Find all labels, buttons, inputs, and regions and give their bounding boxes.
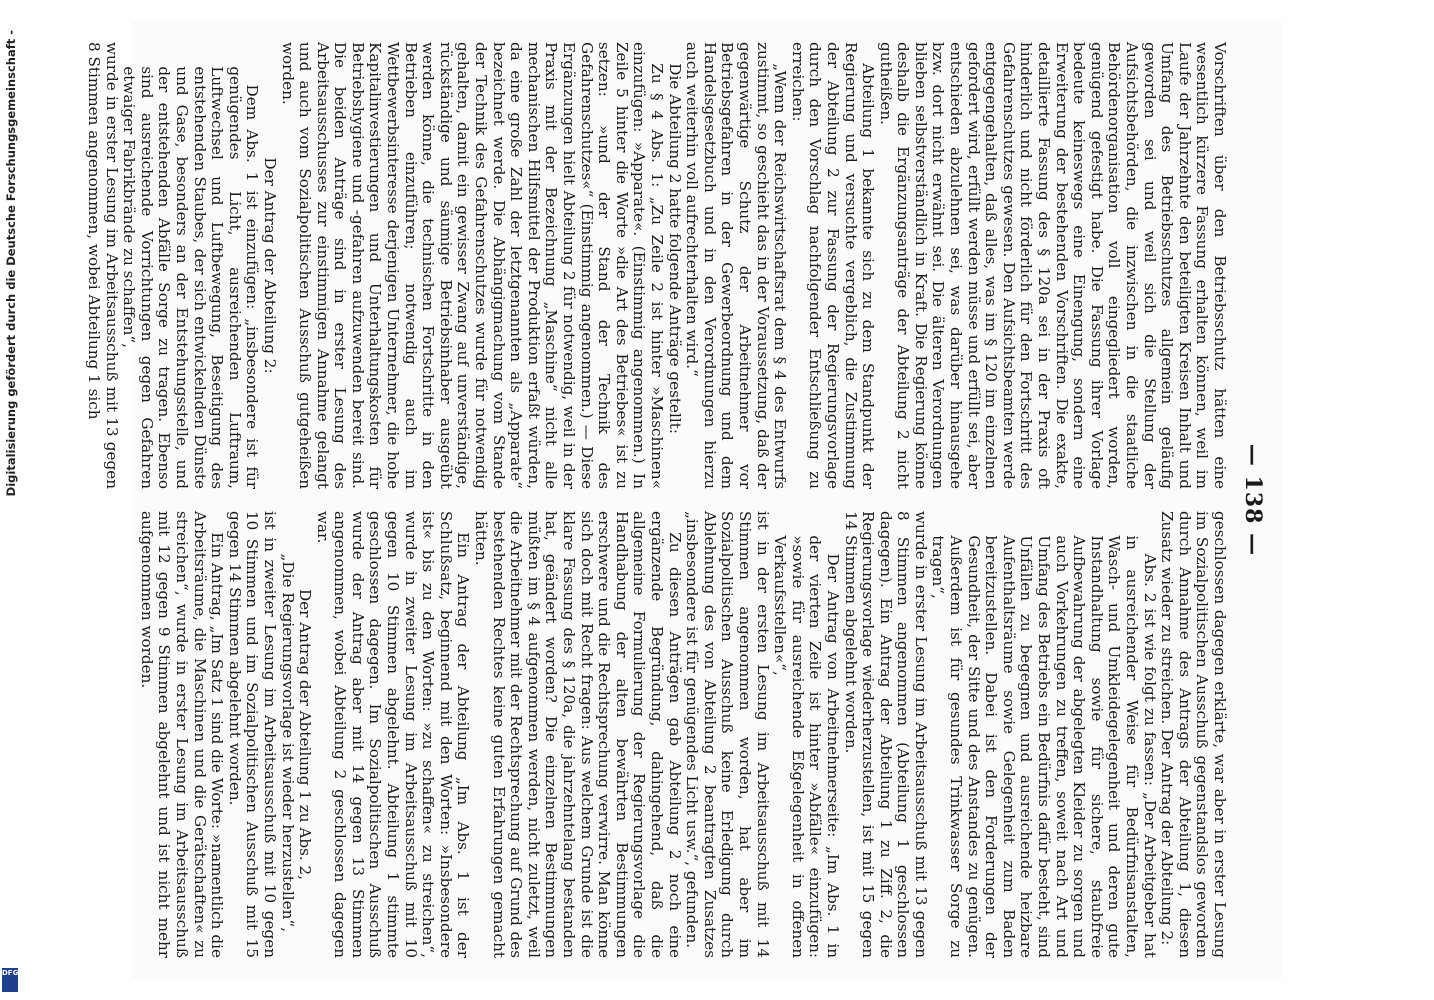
dfg-logo: DFG [2,968,18,992]
paragraph: Der Antrag der Abteilung 1 zu Abs. 2, [296,588,315,881]
right-column [137,511,1229,958]
paragraph: wurde in erster Lesung im Arbeitsausschuß mit 13 gegen 8 Stimmen angenommen, wobei Abteilung 1 sich [85,42,121,489]
paragraph: Zu diesen Anträgen gab Abteilung 2 noch eine ergänzende Begründung, dahingehend, daß die allgemeine Formulierung der Regierungsvorlage die Handhabung der alten bewährten Bestimmungen erschwere und die Rechtsprechung verwirre. Man könne sich doch mit Recht fragen: Aus welchem Grunde ist die klare Fassung des § 120a, die jahrzehntelang bestanden hat, geändert worden? Die einzelnen Bestimmungen müßten im § 4 aufgenommen werden, nicht zuletzt, weil die Arbeitnehmer mit der Rechtsprechung auf Grund des bestehenden Rechtes keine guten Erfahrungen gemacht hätten. [472,511,684,958]
left-column [85,42,1229,489]
paragraph: Der Antrag von Arbeitnehmerseite: „Im Abs. 1 in der vierten Zeile ist hinter »Abfälle« einzufügen: »sowie für ausreichende Eßgelegenheit in offenen Verkaufsstellen«“, [771,535,842,958]
paragraph: Vorschriften über den Betriebsschutz hätten eine wesentlich kürzere Fassung erhalten können, weil im Laufe der Jahrzehnte den beteiligten Kreisen Inhalt und Umfang des Betriebsschutzes allgemein geläufig geworden sei und weil sich die Stellung der Aufsichtsbehörden, die inzwischen in die staatliche Behördenorganisation voll eingegliedert worden, genügend gefestigt habe. Die Fassung ihrer Vorlage bedeute keineswegs eine Einengung, sondern eine Erweiterung der bestehenden Vorschriften. Die exakte, detaillierte Fassung des § 120a sei in der Praxis oft hinderlich und nicht förderlich für den Fortschritt des Gefahrenschutzes gewesen. Den Aufsichtsbeamten werde entgegengehalten, daß alles, was im § 120 im einzelnen gefordert wird, erfüllt werden müsse und erfüllt sei, aber entschieden abzulehnen sei, was darüber hinausgehe bzw. dort nicht erwähnt sei. Die älteren Verordnungen blieben selbstverständlich in Kraft. Die Regierung könne deshalb die Ergänzungsanträge der Abteilung 2 nicht gutheißen. [876,42,1229,489]
paragraph: Zu § 4 Abs. 1: „Zu Zeile 2 ist hinter »Maschinen« einzufügen: »Apparate«. (Einstimmig angenommen.) In Zeile 5 hinter die Worte »die Art des Betriebes« ist zu setzen: »und der Stand der Technik des Gefahrenschutzes«“ (Einstimmig angenommen.) — Diese Ergänzungen hielt Abteilung 2 für notwendig, weil in der Praxis mit der Bezeichnung „Maschine“ nicht alle mechanischen Hilfsmittel der Produktion erfaßt würden, da eine große Zahl der letztgenannten als „Apparate“ bezeichnet werde. Die Abhängigmachung vom Stande der Technik des Gefahrenschutzes wurde für notwendig gehalten, damit ein gewisser Zwang auf unverständige, rückständige und säumige Betriebsinhaber ausgeübt werden könne, die technischen Fortschritte in den Betrieben einzuführen; notwendig auch im Wettbewerbsinteresse derjenigen Unternehmer, die hohe Kapitalinvestierungen und Unterhaltungskosten für Betriebshygiene und -gefahren aufzuwenden bereit sind. Die beiden Anträge sind in erster Lesung des Arbeitsausschusses zur einstimmigen Annahme gelangt und auch vom Sozialpolitischen Ausschuß gutgeheißen worden. [278,42,666,489]
digitization-credit [0,0,22,1000]
paragraph: „Die Regierungsvorlage ist wieder herzustellen“, [278,553,297,933]
text-columns [85,42,1229,958]
scanned-page [85,20,1282,980]
paragraph: Der Antrag der Abteilung 2: [260,157,279,374]
paragraph: Dem Abs. 1 ist einzufügen: „insbesondere ist für genügendes Licht, ausreichenden Luftraum, Luftwechsel und Luftbewegung, Beseitigung des entstehenden Staubes, der sich entwickelnden Dünste und Gase, besonders an der Entstehungsstelle, und der entstehenden Abfälle Sorge zu tragen. Ebenso sind ausreichende Vorrichtungen gegen Gefahren etwaiger Fabrikbrände zu schaffen“, [120,66,262,489]
digitization-credit-text: Digitalisierung gefördert durch die Deutsche Forschungsgemeinschaft - [4,30,18,497]
paragraph: wurde in erster Lesung im Arbeitsausschuß mit 13 gegen 8 Stimmen angenommen (Abteilung 1 geschlossen dagegen). Ein Antrag der Abteilung 1 zu Ziff. 2, die Regierungsvorlage wiederherzustellen, ist mit 15 gegen 14 Stimmen abgelehnt worden. [841,511,930,958]
page-number: — 138 — [1240,443,1266,557]
paragraph: Ein Antrag der Abteilung „Im Abs. 1 ist der Schlußsatz, beginnend mit den Worten: »Insbesondere ist« bis zu den Worten: »zu schaffen« zu streichen“, wurde in zweiter Lesung im Arbeitsausschuß mit 10 gegen 10 Stimmen abgelehnt. Abteilung 1 stimmte geschlossen dagegen. Im Sozialpolitischen Ausschuß wurde der Antrag aber mit 14 gegen 13 Stimmen angenommen, wobei Abteilung 2 geschlossen dagegen war. [313,511,473,958]
paragraph: Abteilung 1 bekannte sich zu dem Standpunkt der Regierung und versuchte vergeblich, die Zustimmung der Abteilung 2 zur Fassung der Regierungsvorlage durch den Vorschlag nachfolgender Entschließung zu erreichen: [788,42,878,489]
paragraph: „Wenn der Reichswirtschaftsrat dem § 4 des Entwurfs zustimmt, so geschieht das in der Voraussetzung, daß der gegenwärtige Schutz der Arbeitnehmer vor Betriebsgefahren in der Gewerbeordnung und dem Handelsgesetzbuch und in den Verordnungen hierzu auch weiterhin voll aufrechterhalten wird.“ [683,42,790,489]
paragraph: geschlossen dagegen erklärte, war aber in erster Lesung im Sozialpolitischen Ausschuß gegenstandslos geworden durch Annahme des Antrags der Abteilung 1, diesen Zusatz wieder zu streichen. Der Antrag der Abteilung 2: [1158,511,1229,958]
paragraph: Die Abteilung 2 hatte folgende Anträge gestellt: [665,63,684,434]
paragraph: ist in zweiter Lesung im Arbeitsausschuß mit 10 gegen 10 Stimmen und im Sozialpolitischen Ausschuß mit 15 gegen 14 Stimmen abgelehnt worden. [225,511,279,958]
scanned-page-frame [85,0,1305,1000]
paragraph: Ein Antrag, „Im Satz 1 sind die Worte: »namentlich die Arbeitsräume, die Maschinen und die Gerätschaften« zu streichen“, wurde in erster Lesung im Arbeitsausschuß mit 12 gegen 9 Stimmen abgelehnt und ist nicht mehr aufgenommen worden. [137,511,227,958]
paragraph: ist in der ersten Lesung im Arbeitsausschuß mit 14 Stimmen angenommen worden, hat aber im Sozialpolitischen Ausschuß keine Erledigung durch Ablehnung des von Abteilung 2 beantragten Zusatzes „insbesondere ist für genügendes Licht usw.“, gefunden. [683,511,772,958]
paragraph: Abs. 2 ist wie folgt zu fassen: „Der Arbeitgeber hat in ausreichender Weise für Bedürfnisanstalten, Wasch- und Umkleidegelegenheit und deren gute Instandhaltung sowie für sichere, staubfreie Aufbewahrung der abgelegten Kleider zu sorgen und auch Vorkehrungen zu treffen, soweit nach Art und Umfang des Betriebs ein Bedürfnis dafür besteht, sind Unfällen zu begegnen und ausreichende heizbare Aufenthaltsräume sowie Gelegenheit zum Baden bereitzustellen. Dabei ist den Forderungen der Gesundheit, der Sitte und des Anstandes zu genügen. Außerdem ist für gesundes Trinkwasser Sorge zu tragen“, [929,535,1159,958]
